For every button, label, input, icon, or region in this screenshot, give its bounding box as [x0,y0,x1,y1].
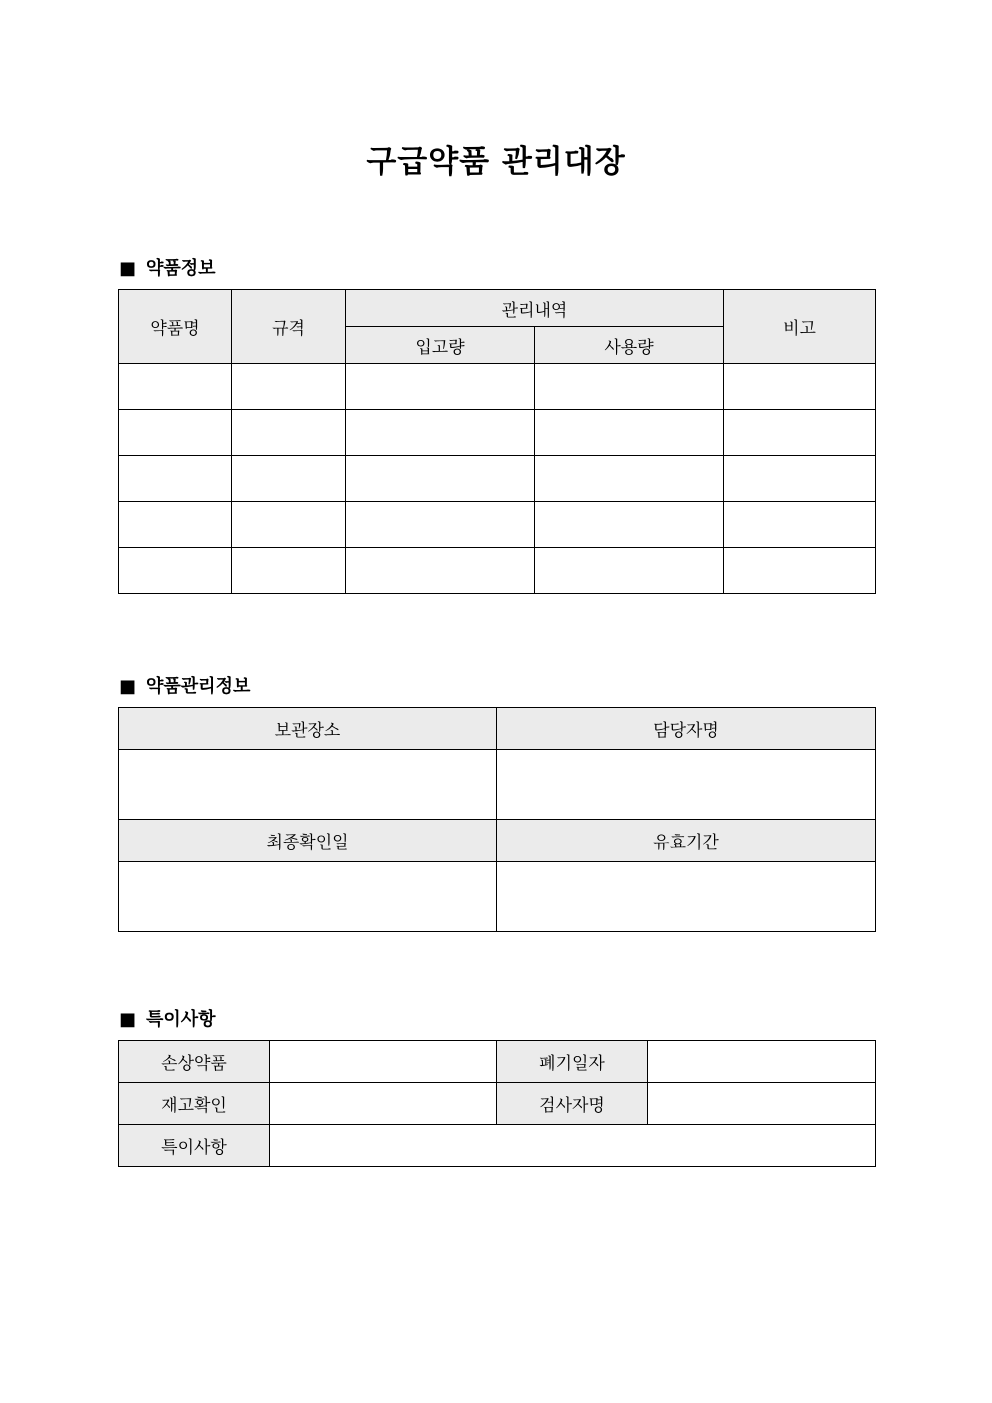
cell-usage[interactable] [535,364,724,410]
header-storage-location: 보관장소 [119,708,497,750]
cell-usage[interactable] [535,410,724,456]
cell-drug-name[interactable] [119,456,232,502]
cell-note[interactable] [724,548,876,594]
cell-drug-name[interactable] [119,502,232,548]
cell-disposal-date[interactable] [648,1041,876,1083]
header-note: 비고 [724,290,876,364]
cell-incoming[interactable] [346,502,535,548]
header-management: 관리내역 [346,290,724,327]
cell-incoming[interactable] [346,548,535,594]
drug-management-table [118,707,876,932]
cell-incoming[interactable] [346,456,535,502]
label-disposal-date: 폐기일자 [497,1041,648,1083]
cell-usage[interactable] [535,502,724,548]
table-row [119,410,876,456]
section-heading-drug-management: ■ 약품관리정보 [119,676,251,697]
table-row [119,548,876,594]
cell-drug-name[interactable] [119,410,232,456]
cell-spec[interactable] [232,548,346,594]
cell-spec[interactable] [232,502,346,548]
section-heading-drug-info: ■ 약품정보 [119,258,216,279]
cell-note[interactable] [724,502,876,548]
cell-note[interactable] [724,364,876,410]
cell-usage[interactable] [535,548,724,594]
label-remarks: 특이사항 [119,1125,270,1167]
table-row [119,502,876,548]
cell-last-check-date[interactable] [119,862,497,932]
header-spec: 규격 [232,290,346,364]
table-row [119,364,876,410]
label-damaged-drugs: 손상약품 [119,1041,270,1083]
section-heading-remarks: ■ 특이사항 [119,1009,216,1030]
cell-usage[interactable] [535,456,724,502]
header-expiry-period: 유효기간 [497,820,876,862]
cell-manager-name[interactable] [497,750,876,820]
label-stock-check: 재고확인 [119,1083,270,1125]
cell-spec[interactable] [232,456,346,502]
cell-incoming[interactable] [346,410,535,456]
cell-note[interactable] [724,456,876,502]
cell-incoming[interactable] [346,364,535,410]
header-drug-name: 약품명 [119,290,232,364]
header-incoming: 입고량 [346,327,535,364]
page-title: 구급약품 관리대장 [366,144,626,180]
cell-spec[interactable] [232,364,346,410]
cell-damaged-drugs[interactable] [270,1041,497,1083]
table-row [119,456,876,502]
header-usage: 사용량 [535,327,724,364]
header-manager-name: 담당자명 [497,708,876,750]
square-bullet-icon: ■ [119,1009,137,1030]
cell-stock-check[interactable] [270,1083,497,1125]
header-last-check-date: 최종확인일 [119,820,497,862]
drug-info-table [118,289,876,594]
cell-drug-name[interactable] [119,548,232,594]
cell-drug-name[interactable] [119,364,232,410]
cell-expiry-period[interactable] [497,862,876,932]
label-inspector-name: 검사자명 [497,1083,648,1125]
remarks-table [118,1040,876,1167]
square-bullet-icon: ■ [119,258,137,279]
square-bullet-icon: ■ [119,676,137,697]
cell-inspector-name[interactable] [648,1083,876,1125]
cell-note[interactable] [724,410,876,456]
cell-remarks[interactable] [270,1125,876,1167]
cell-storage-location[interactable] [119,750,497,820]
cell-spec[interactable] [232,410,346,456]
